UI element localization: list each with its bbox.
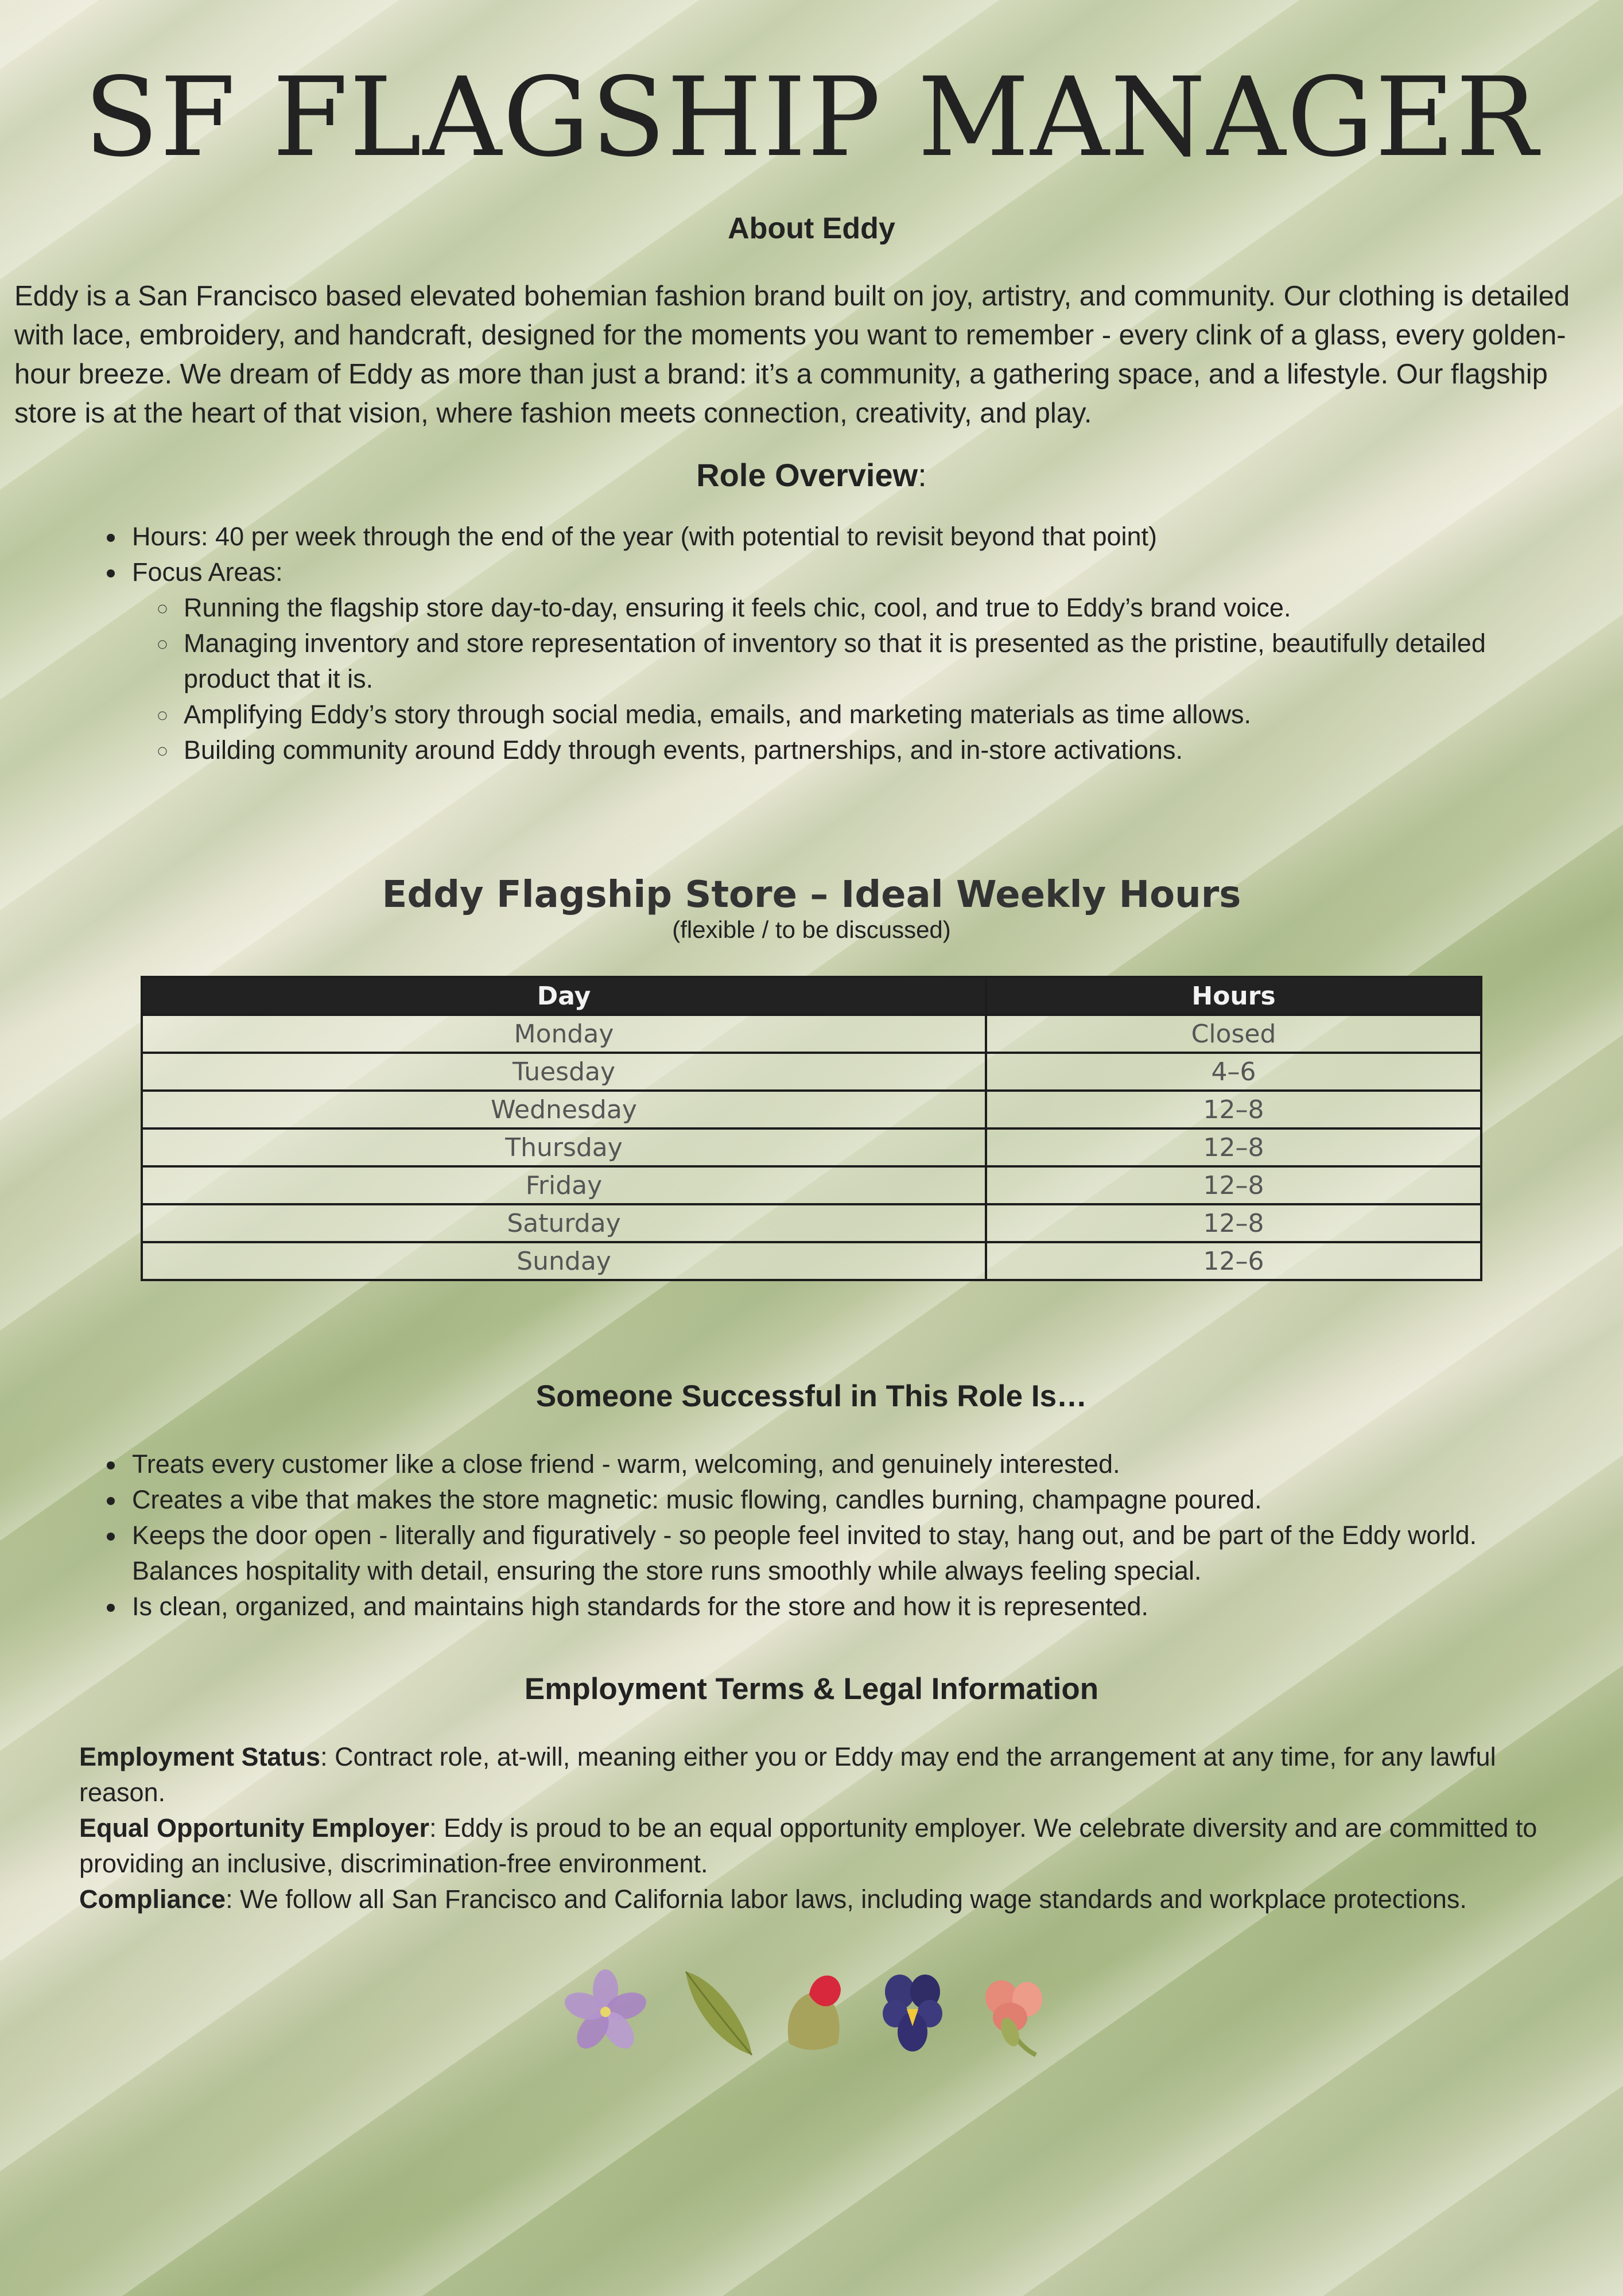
hours-cell: 12–8 — [986, 1166, 1481, 1204]
success-item: • Keeps the door open - literally and figuratively - so people feel invited to stay, hang out, and be part of the Eddy world. Balances hospitality with detail, ensuring the store runs smoothly while always feeling special. — [126, 1518, 1527, 1589]
focus-areas-list — [178, 590, 1527, 768]
red-bud-icon — [788, 1976, 841, 2050]
terms-label: Compliance — [79, 1884, 226, 1914]
day-cell: Wednesday — [142, 1091, 986, 1128]
pressed-flowers-decoration — [551, 1963, 1067, 2061]
success-list — [92, 1446, 1527, 1624]
purple-flower-icon — [561, 1969, 650, 2054]
success-item: • Creates a vibe that makes the store magnetic: music flowing, candles burning, champagne poured. — [126, 1482, 1527, 1518]
role-overview-heading-text: Role Overview — [696, 457, 918, 493]
success-item: • Is clean, organized, and maintains high standards for the store and how it is represented. — [126, 1589, 1527, 1624]
day-cell: Thursday — [142, 1128, 986, 1166]
success-heading: Someone Successful in This Role Is… — [535, 1379, 1088, 1413]
weekly-hours-table — [141, 976, 1482, 1281]
hours-cell: 12–8 — [986, 1204, 1481, 1242]
hours-cell: 4–6 — [986, 1053, 1481, 1091]
table-row — [142, 1242, 1481, 1280]
table-row — [142, 1015, 1481, 1053]
page-title: SF FLAGSHIP MANAGER — [84, 54, 1539, 181]
focus-areas-label: Focus Areas: — [132, 557, 283, 587]
role-overview-heading-colon: : — [918, 457, 927, 493]
day-cell: Friday — [142, 1166, 986, 1204]
hours-cell: Closed — [986, 1015, 1481, 1053]
table-row — [142, 1166, 1481, 1204]
schedule-subtitle: (flexible / to be discussed) — [672, 916, 951, 943]
terms-text: : We follow all San Francisco and California labor laws, including wage standards and workplace protections. — [226, 1884, 1467, 1914]
role-focus-item — [126, 554, 1527, 768]
terms-heading: Employment Terms & Legal Information — [524, 1672, 1099, 1706]
terms-label: Equal Opportunity Employer — [79, 1813, 430, 1843]
green-leaf-icon — [686, 1972, 752, 2055]
day-cell: Monday — [142, 1015, 986, 1053]
day-cell: Tuesday — [142, 1053, 986, 1091]
column-header-day: Day — [142, 977, 986, 1015]
table-row — [142, 1204, 1481, 1242]
focus-area-item: ◦ Amplifying Eddy’s story through social media, emails, and marketing materials as time allows. — [178, 697, 1527, 732]
role-hours-item: • Hours: 40 per week through the end of the year (with potential to revisit beyond that point) — [126, 519, 1527, 554]
day-cell: Sunday — [142, 1242, 986, 1280]
focus-area-item: ◦ Managing inventory and store representation of inventory so that it is presented as the pristine, beautifully detailed product that it is. — [178, 626, 1527, 697]
terms-item-equal-opportunity — [79, 1810, 1548, 1882]
focus-area-item: ◦ Running the flagship store day-to-day, ensuring it feels chic, cool, and true to Eddy’s brand voice. — [178, 590, 1527, 626]
hours-cell: 12–8 — [986, 1091, 1481, 1128]
pansy-icon — [883, 1975, 942, 2051]
table-header-row — [142, 977, 1481, 1015]
hours-cell: 12–8 — [986, 1128, 1481, 1166]
table-row — [142, 1053, 1481, 1091]
terms-text: : Eddy is proud to be an equal opportunity employer. We celebrate diversity and are committed to providing an inclusive, discrimination-free environment. — [79, 1813, 1537, 1878]
terms-item-compliance — [79, 1882, 1548, 1917]
role-overview-list — [92, 519, 1527, 768]
terms-item-employment-status — [79, 1739, 1548, 1810]
focus-area-item: ◦ Building community around Eddy through events, partnerships, and in-store activations. — [178, 732, 1527, 768]
terms-text: : Contract role, at-will, meaning either you or Eddy may end the arrangement at any time, for any lawful reason. — [79, 1742, 1496, 1807]
terms-label: Employment Status — [79, 1742, 321, 1771]
hours-cell: 12–6 — [986, 1242, 1481, 1280]
about-paragraph: Eddy is a San Francisco based elevated bohemian fashion brand built on joy, artistry, and community. Our clothing is detailed with lace, embroidery, and handcraft, designed for the moments you want to remember - every clink of a glass, every golden-hour breeze. We dream of Eddy as more than just a brand: it’s a community, a gathering space, and a lifestyle. Our flagship store is at the heart of that vision, where fashion meets connection, creativity, and play. — [14, 281, 1570, 429]
column-header-hours: Hours — [986, 977, 1481, 1015]
table-row — [142, 1091, 1481, 1128]
role-overview-heading — [0, 456, 1623, 494]
success-item: • Treats every customer like a close friend - warm, welcoming, and genuinely interested. — [126, 1446, 1527, 1482]
table-row — [142, 1128, 1481, 1166]
about-heading: About Eddy — [728, 212, 895, 245]
coral-flower-icon — [985, 1980, 1042, 2055]
terms-section — [79, 1739, 1548, 1917]
schedule-title: Eddy Flagship Store – Ideal Weekly Hours — [382, 874, 1241, 916]
day-cell: Saturday — [142, 1204, 986, 1242]
